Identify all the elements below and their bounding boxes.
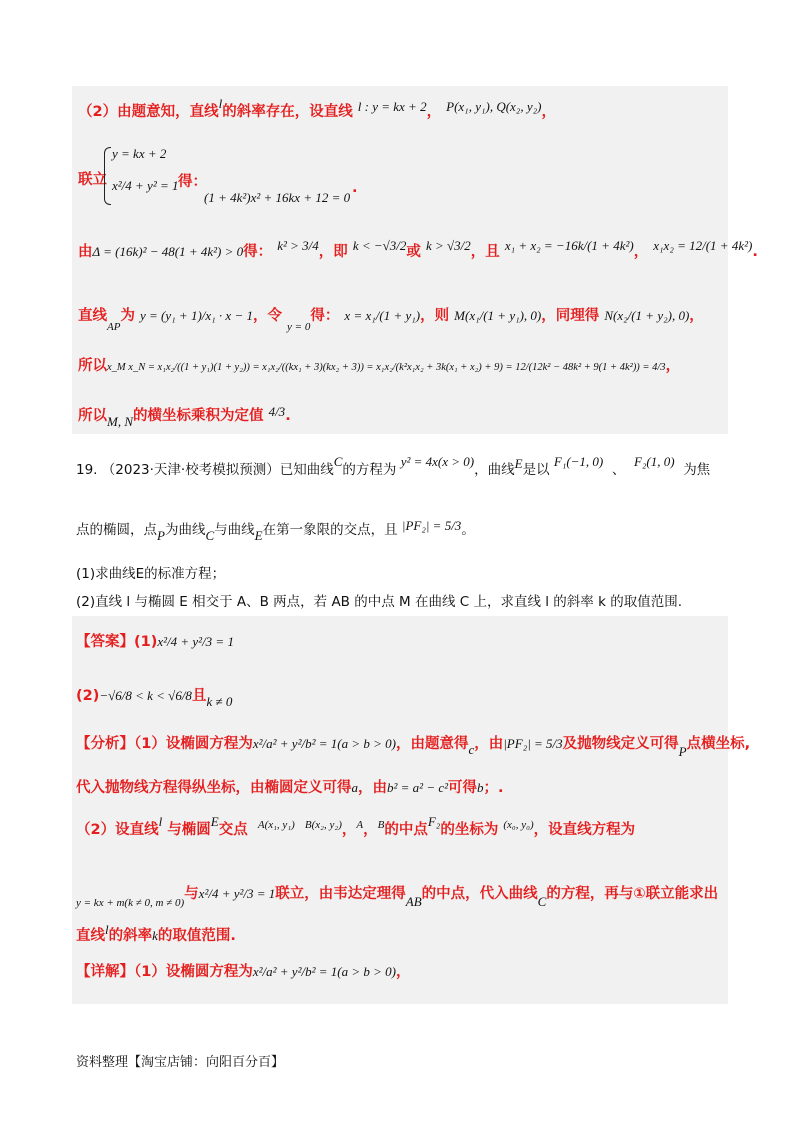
answer-line-1: 【答案】(1)x²/4 + y²/3 = 1 xyxy=(76,634,234,650)
footer-source: 资料整理【淘宝店铺：向阳百分百】 xyxy=(76,1055,285,1070)
solution-line-1: （2）由题意知，直线l的斜率存在，设直线 l : y = kx + 2， P(x₁, y₁), Q(x₂, y₂)， xyxy=(78,96,556,120)
analysis-line-4: $_{y = kx + m(k \ne 0, m \ne 0)}$与x²/4 + y²/3 = 1联立，由韦达定理得AB的中点，代入曲线C的方程，再与①联立能求出 xyxy=(76,886,719,909)
solution-line-4: 直线$_{AP}$为 y = (y₁ + 1)/x₁ · x − 1，令 $_{y = 0}$得： x = x₁/(1 + y₁)，则 M(x₁/(1 + y₁), 0)，同理得 N(x₂/(1 + y₂), 0)， xyxy=(78,308,704,333)
period: . xyxy=(352,180,358,196)
detail-line-1: 【详解】（1）设椭圆方程为x²/a² + y²/b² = 1(a > b > 0)， xyxy=(76,964,411,980)
solution-line-2: 联立 xyxy=(78,172,107,188)
solution-line-6: 所以M, N的横坐标乘积为定值 4/3. xyxy=(78,404,291,429)
question-19-sub-2: (2)直线 l 与椭圆 E 相交于 A、B 两点，若 AB 的中点 M 在曲线 C 上，求直线 l 的斜率 k 的取值范围. xyxy=(76,594,682,610)
answer-shade xyxy=(72,616,728,1004)
analysis-line-3: （2）设直线l 与椭圆E交点 $^{A(x_1, y_1)}$ $^{B(x_2, y_2)}$，$^A$，$^B$的中点F₂的坐标为 $^{(x_0, y_0)}$，设直线方程为 xyxy=(76,814,636,838)
analysis-line-1: 【分析】（1）设椭圆方程为x²/a² + y²/b² = 1(a > b > 0)，由题意得c，由|PF₂| = 5/3及抛物线定义可得P点横坐标, xyxy=(76,736,751,759)
question-19-line-1: 19. （2023·天津·校考模拟预测）已知曲线C的方程为 y² = 4x(x > 0)，曲线E是以 F₁(−1, 0) 、 F₂(1, 0) 为焦 xyxy=(76,454,711,478)
solution-line-5: 所以x_M x_N = x₁x₂/((1 + y₁)(1 + y₂)) = x₁x₂/((kx₁ + 3)(kx₂ + 3)) = x₁x₂/(k²x₁x₂ + 3k(x₁ + x₂) + 9) = 12/(12k² − 48k² + 9(1 + 4k²)) = 4/3， xyxy=(78,358,681,374)
analysis-line-5: 直线l的斜率k的取值范围. xyxy=(76,922,236,944)
quadratic-result: (1 + 4k²)x² + 16kx + 12 = 0 xyxy=(204,190,351,205)
solution-line-3: 由Δ = (16k)² − 48(1 + 4k²) > 0得： k² > 3/4，即 k < −√3/2或 k > √3/2，且 x₁ + x₂ = −16k/(1 + 4k²)， x₁x₂ = 12/(1 + 4k²). xyxy=(78,238,758,260)
question-19-sub-1: (1)求曲线E的标准方程； xyxy=(76,566,226,582)
system-brace xyxy=(104,147,111,205)
system-eq-2: x²/4 + y² = 1 xyxy=(112,178,179,193)
analysis-line-2: 代入抛物线方程得纵坐标，由椭圆定义可得a，由b² = a² − c²可得b；. xyxy=(76,780,504,796)
de-label: 得： xyxy=(178,174,207,190)
answer-line-2: (2)−√6/8 < k < √6/8且k ≠ 0 xyxy=(76,688,233,709)
system-eq-1: y = kx + 2 xyxy=(112,146,167,161)
question-19-line-2: 点的椭圆，点P为曲线C与曲线E在第一象限的交点，且 |PF₂| = 5/3。 xyxy=(76,518,475,543)
